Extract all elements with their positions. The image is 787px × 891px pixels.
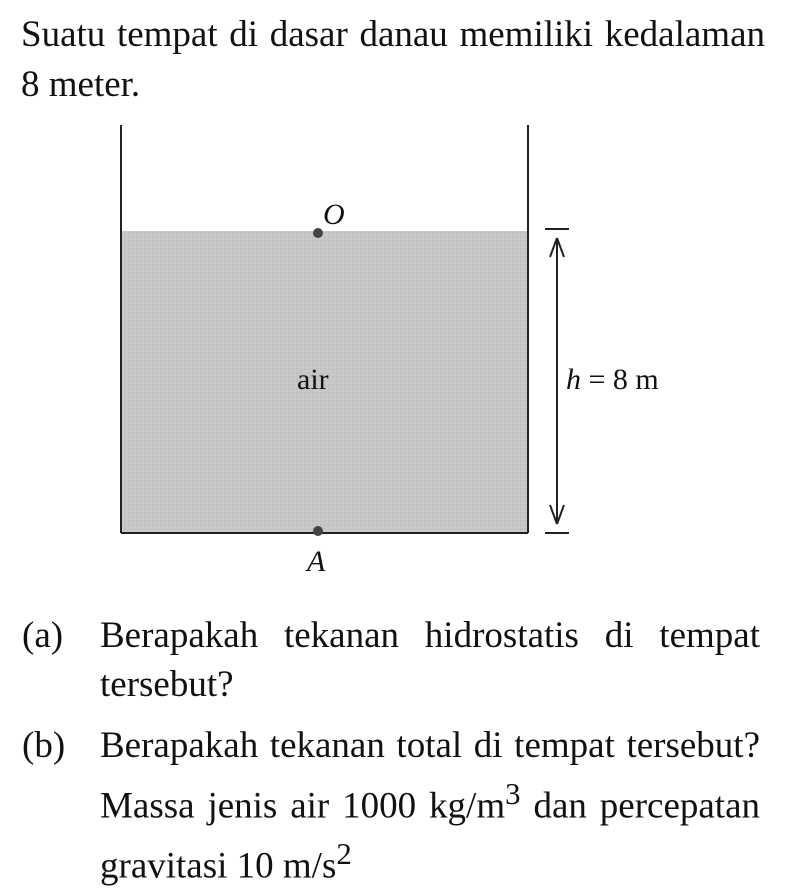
point-o-label: O <box>323 198 345 231</box>
question-b-exponent-2: 2 <box>336 837 352 872</box>
question-b-exponent-1: 3 <box>505 777 521 811</box>
point-o-dot <box>313 228 323 238</box>
question-b-text-part2: dan percepatan gravitasi 10 m/s <box>100 785 760 887</box>
height-var: h <box>566 363 581 396</box>
question-a-label: (a) <box>22 615 64 656</box>
problem-intro: Suatu tempat di dasar danau memiliki kedalaman 8 meter. <box>21 14 765 105</box>
point-a-label: A <box>307 545 326 578</box>
question-b-text <box>100 721 760 891</box>
point-a-dot <box>313 526 323 536</box>
height-value: = 8 m <box>581 363 659 396</box>
fluid-label: air <box>297 363 329 396</box>
question-b-text-part1: Berapakah tekanan total di tempat tersebut? Massa jenis air 1000 kg/m <box>100 725 760 827</box>
height-label <box>566 363 659 396</box>
question-a-text: Berapakah tekanan hidrostatis di tempat tersebut? <box>100 615 760 705</box>
question-b-label: (b) <box>22 725 66 766</box>
